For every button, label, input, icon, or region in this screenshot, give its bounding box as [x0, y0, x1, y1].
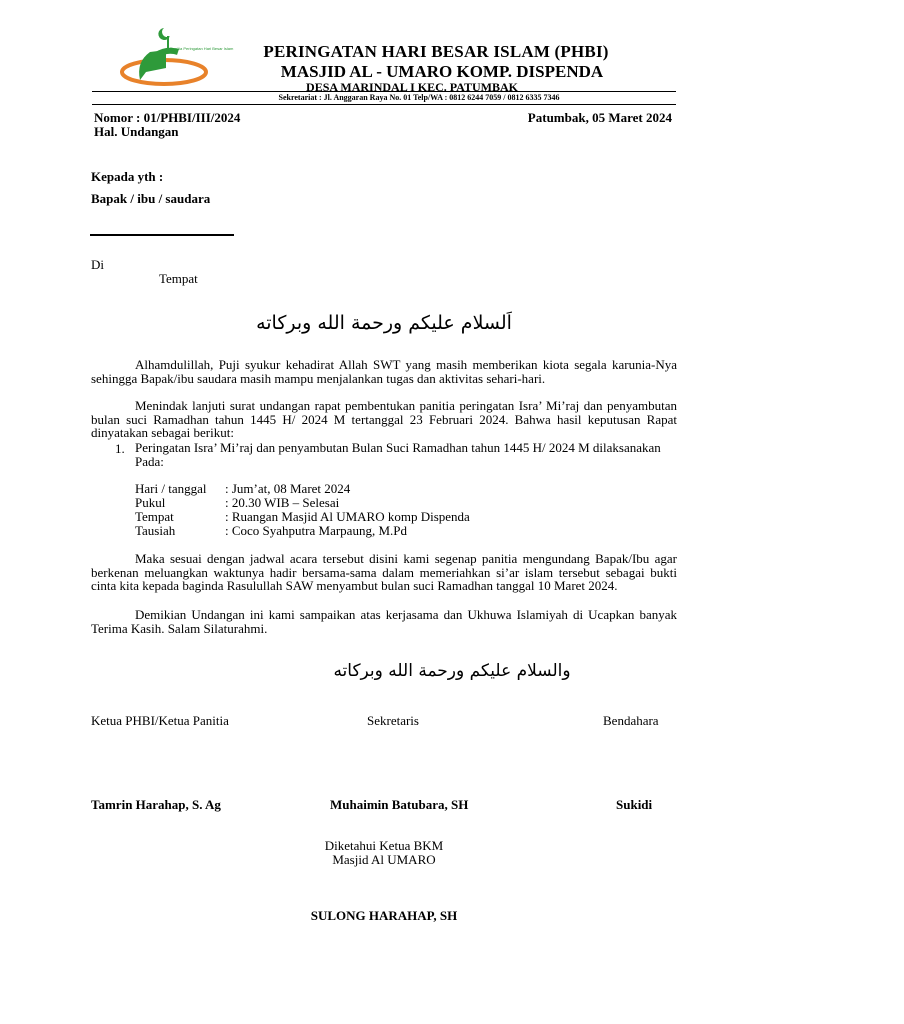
letterhead-rule-top [92, 91, 676, 92]
signature-name-treasurer: Sukidi [616, 797, 653, 812]
detail-value: : Ruangan Masjid Al UMARO komp Dispenda [225, 509, 470, 524]
signature-name-chair: Tamrin Harahap, S. Ag [91, 797, 221, 812]
letterhead-title-2: MASJID AL - UMARO KOMP. DISPENDA [280, 62, 604, 81]
addressee-label: Kepada yth : [91, 169, 164, 184]
acknowledged-line-2: Masjid Al UMARO [332, 852, 436, 867]
opening-salam: اَلسلام عليكم ورحمة الله وبركاته [256, 312, 512, 334]
paragraph-closing-text: Demikian Undangan ini kami sampaikan atas kerjasama dan Ukhuwa Islamiyah di Ucapkan banyak Terima Kasih. Salam Silaturahmi. [91, 607, 677, 636]
addressee-recipient: Bapak / ibu / saudara [91, 191, 211, 206]
detail-row-speaker [135, 524, 407, 539]
signature-role-secretary: Sekretaris [367, 713, 419, 728]
logo-caption: Panitia Peringatan Hari Besar Islam [170, 46, 234, 51]
paragraph-opening-text: Alhamdulillah, Puji syukur kehadirat Allah SWT yang masih memberikan kiota segala karunia-Nya sehingga Bapak/ibu saudara masih mampu menjalankan tugas dan aktivitas sehari-hari. [91, 357, 677, 386]
paragraph-invitation-text: Maka sesuai dengan jadwal acara tersebut disini kami segenap panitia mengundang Bapak/Ibu agar berkenan meluangkan waktunya hadir bersama-sama dalam memeriahkan si’ar islam tersebut sebagai bukti cinta kita kepada baginda Rasulullah SAW menyambut bulan suci Ramadhan tanggal 10 Maret 2024. [91, 551, 677, 594]
list-number: 1. [115, 441, 125, 456]
detail-value: : Coco Syahputra Marpaung, M.Pd [225, 523, 407, 538]
addressee-place: Tempat [159, 271, 198, 286]
paragraph-reference [91, 399, 677, 440]
acknowledged-by [0, 839, 768, 867]
detail-label: Pukul [135, 495, 166, 510]
list-item: Peringatan Isra’ Mi’raj dan penyambutan Bulan Suci Ramadhan tahun 1445 H/ 2024 M dilaksanakan Pada: [135, 440, 661, 469]
letter-date: Patumbak, 05 Maret 2024 [527, 110, 672, 125]
signature-role-chair: Ketua PHBI/Ketua Panitia [91, 713, 229, 728]
paragraph-opening [91, 358, 677, 385]
paragraph-closing [91, 608, 677, 635]
detail-label: Hari / tanggal [135, 481, 207, 496]
detail-value: : Jum’at, 08 Maret 2024 [225, 481, 351, 496]
addressee-blank-line [90, 234, 234, 236]
letterhead-address: Sekretariat : Jl. Anggaran Raya No. 01 Telp/WA : 0812 6244 7059 / 0812 6335 7346 [278, 93, 560, 102]
letterhead-rule-bottom [92, 104, 676, 105]
detail-value: : 20.30 WIB – Selesai [225, 495, 340, 510]
acknowledged-line-1: Diketahui Ketua BKM [324, 838, 444, 853]
signature-name-secretary: Muhaimin Batubara, SH [330, 797, 469, 812]
letter-number: Nomor : 01/PHBI/III/2024 [94, 110, 241, 125]
detail-label: Tausiah [135, 523, 176, 538]
paragraph-reference-text: Menindak lanjuti surat undangan rapat pembentukan panitia peringatan Isra’ Mi’raj dan penyambutan bulan suci Ramadhan tahun 1445 H/ 2024 M tertanggal 23 Februari 2024. Bahwa hasil keputusan Rapat dinyatakan sebagai berikut: [91, 398, 677, 441]
letterhead-title-1: PERINGATAN HARI BESAR ISLAM (PHBI) [263, 42, 609, 61]
closing-salam: والسلام عليكم ورحمة الله وبركاته [333, 661, 571, 681]
signature-role-treasurer: Bendahara [603, 713, 659, 728]
paragraph-invitation [91, 552, 677, 593]
detail-label: Tempat [135, 509, 174, 524]
letter-subject: Hal. Undangan [94, 124, 179, 139]
addressee-di: Di [91, 257, 104, 272]
letterhead-title-3: DESA MARINDAL I KEC. PATUMBAK [306, 80, 518, 94]
signature-name-bkm: SULONG HARAHAP, SH [310, 908, 458, 923]
